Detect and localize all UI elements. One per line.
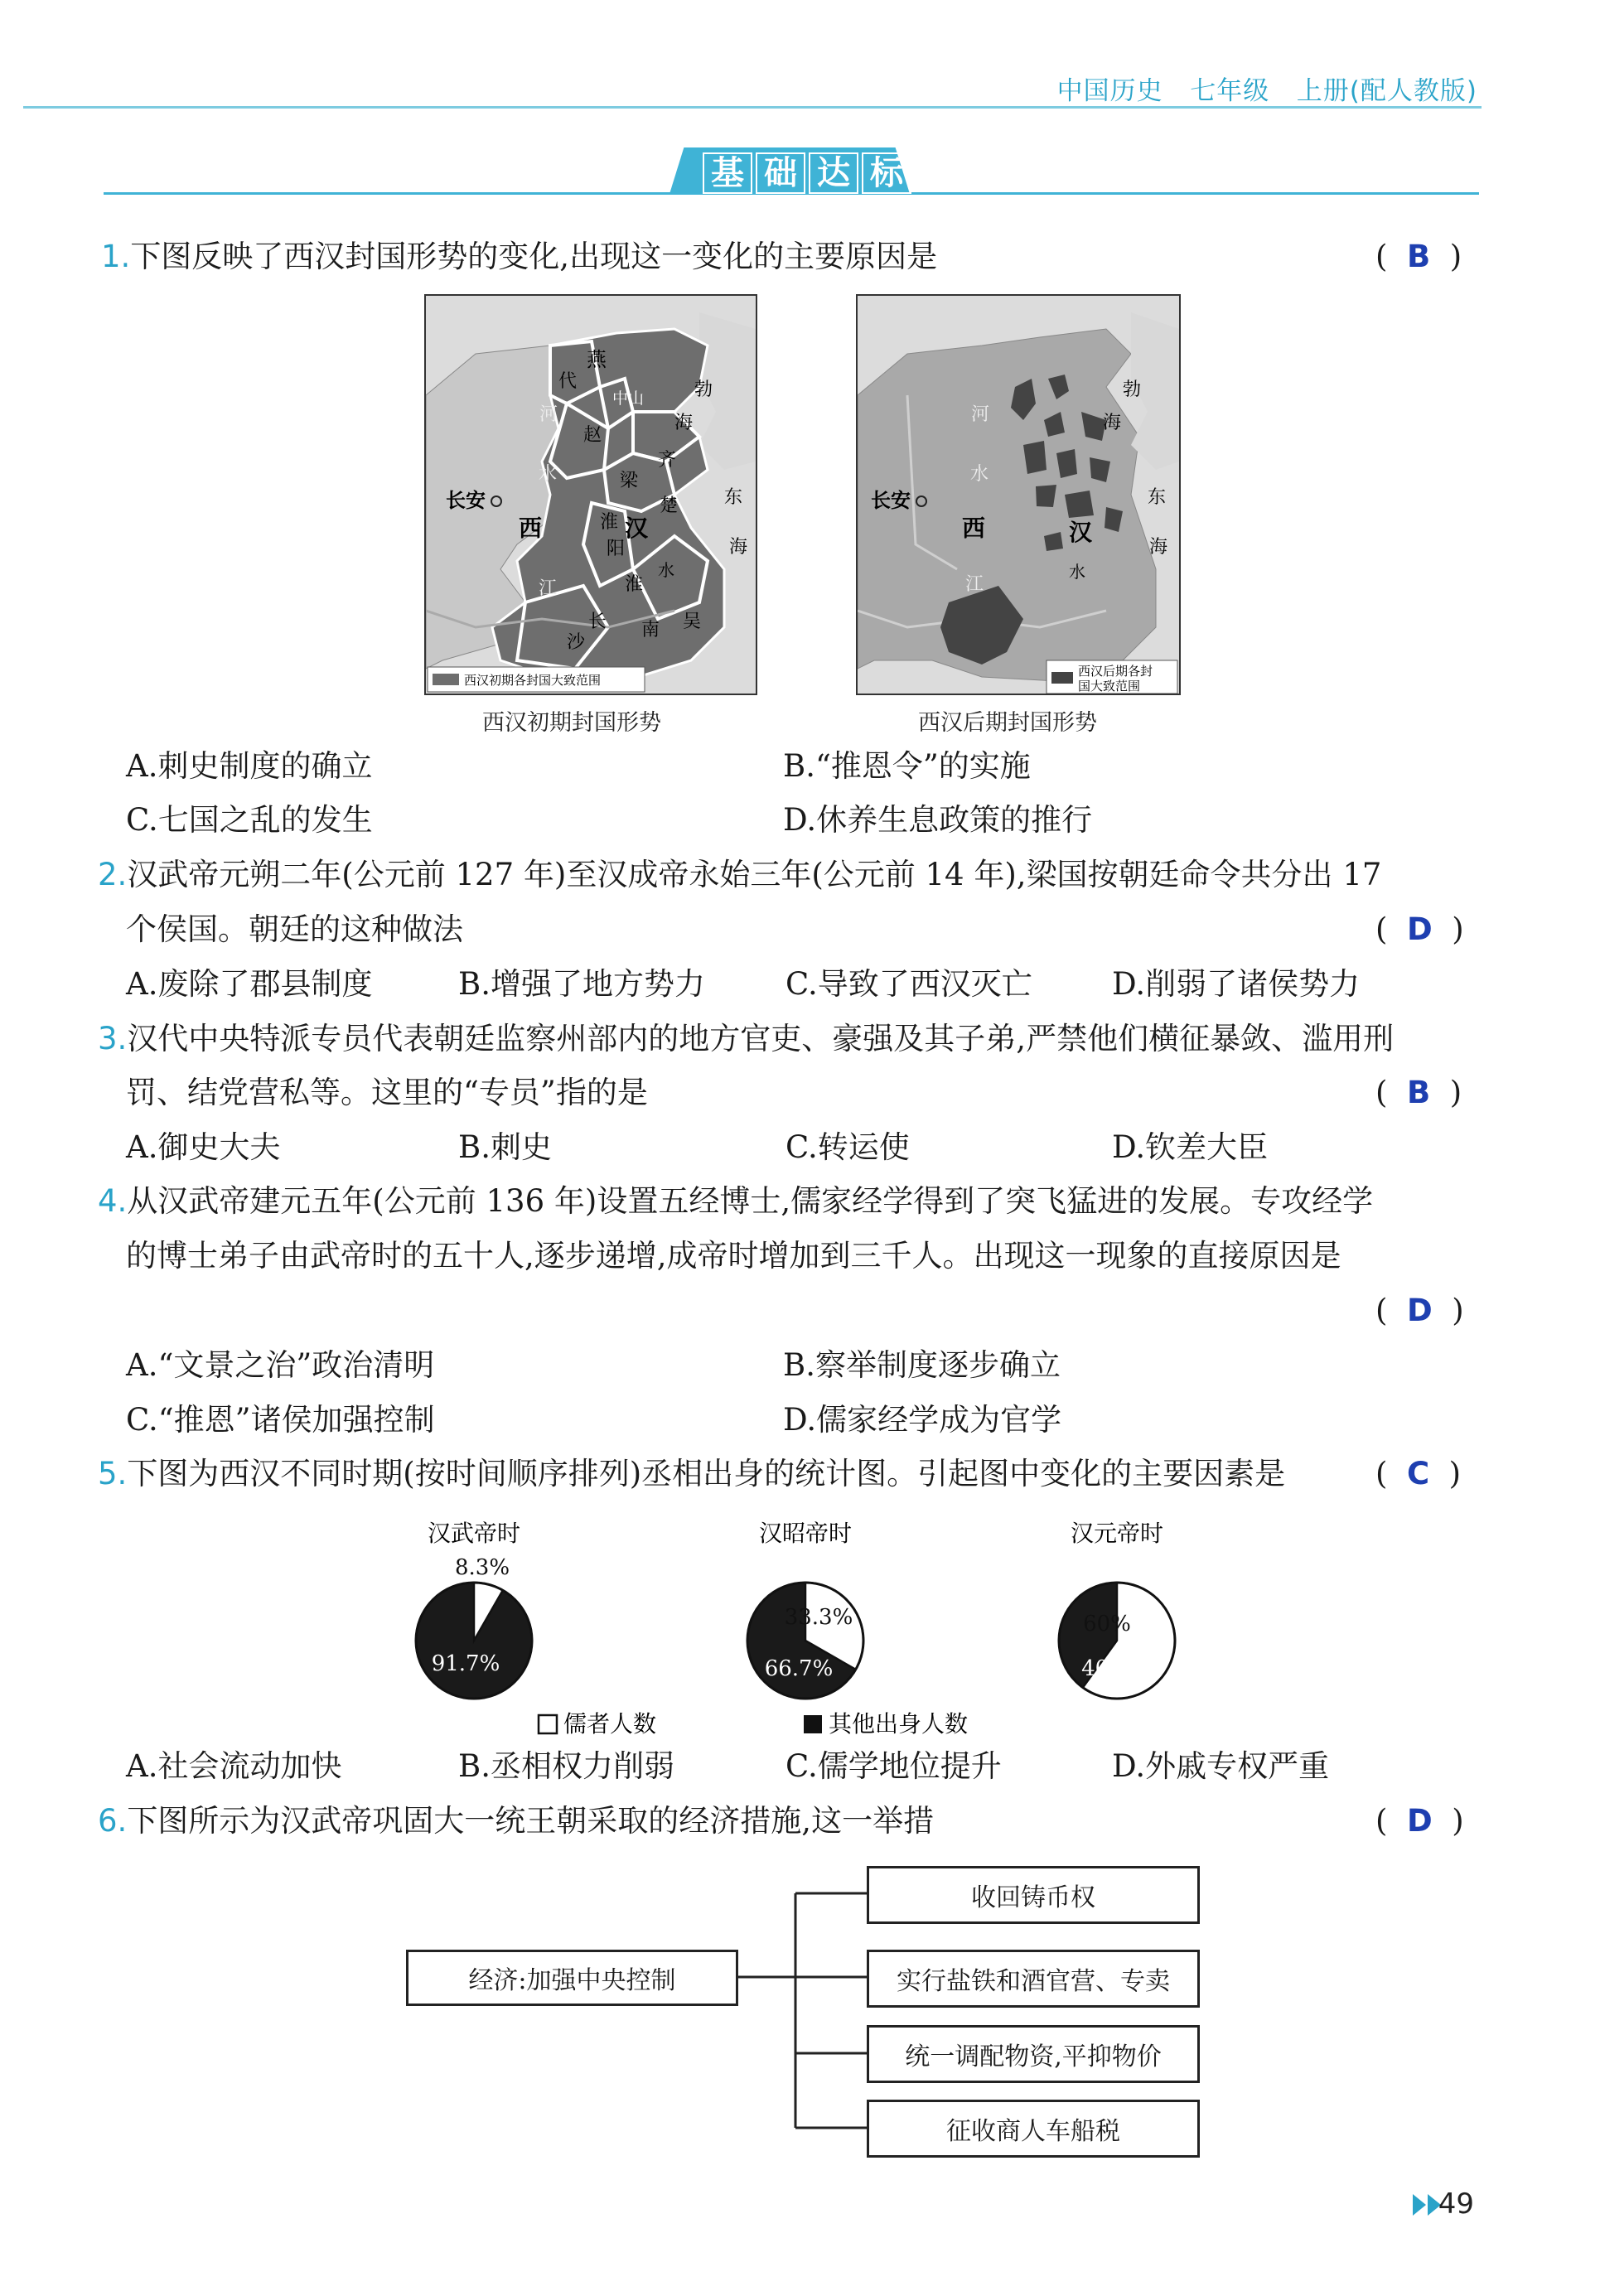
q4-option-b: B.察举制度逐步确立 (783, 1347, 1061, 1383)
pie-title-1: 汉武帝时 (427, 1520, 521, 1547)
flowchart-branch-2: 实行盐铁和酒官营、专卖 (867, 1950, 1200, 2008)
q1-option-b: B.“推恩令”的实施 (783, 748, 1031, 784)
map1-label-han: 汉 (625, 515, 649, 542)
q6-number: 6. (98, 1803, 128, 1839)
pie-label-ru-1: 8.3% (454, 1555, 510, 1580)
header-subject: 中国历史 (1056, 76, 1163, 106)
flowchart-branch-4: 征收商人车船税 (867, 2100, 1200, 2158)
q5-number: 5. (98, 1456, 128, 1491)
q4-stem-line2: 的博士弟子由武帝时的五十人,逐步递增,成帝时增加到三千人。出现这一现象的直接原因是 (126, 1238, 1341, 1274)
legend-label-other: 其他出身人数 (829, 1710, 969, 1738)
map1-label-liang: 梁 (620, 471, 639, 491)
map1-label-shui2: 水 (658, 560, 674, 580)
q5-option-d: D.外戚专权严重 (1112, 1748, 1330, 1784)
map-early-caption: 西汉初期封国形势 (482, 710, 661, 736)
pie-label-ru-3: 60% (1083, 1612, 1131, 1636)
q1-answer-box: ( B ) (1375, 239, 1462, 274)
map2-label-xi: 西 (962, 515, 986, 542)
q2-option-b: B.增强了地方势力 (458, 966, 705, 1002)
pie-label-other-1: 91.7% (431, 1651, 500, 1676)
map2-label-shui2: 水 (1069, 562, 1085, 582)
q1-option-c: C.七国之乱的发生 (126, 802, 373, 838)
map1-label-chu: 楚 (660, 495, 679, 516)
q3-answer: B (1406, 1075, 1431, 1110)
map2-label-hai: 海 (1103, 413, 1122, 433)
banner-char-4: 标 (862, 152, 911, 194)
map1-label-dong: 东 (724, 487, 743, 508)
map2-label-han: 汉 (1069, 519, 1093, 546)
map1-label-chang: 长 (588, 611, 607, 632)
q2-answer: D (1406, 911, 1433, 947)
map1-legend: 西汉初期各封国大致范围 (464, 673, 602, 688)
pie-title-3: 汉元帝时 (1070, 1520, 1164, 1547)
map1-label-huai2: 淮 (625, 574, 644, 595)
q1-text: 下图反映了西汉封国形势的变化,出现这一变化的主要原因是 (130, 239, 938, 274)
pie-title-2: 汉昭帝时 (758, 1520, 853, 1547)
pie-label-ru-2: 33.3% (784, 1605, 853, 1630)
q4-option-c: C.“推恩”诸侯加强控制 (126, 1402, 435, 1438)
q3-text-1: 汉代中央特派专员代表朝廷监察州部内的地方官吏、豪强及其子弟,严禁他们横征暴敛、滥用刑 (127, 1021, 1395, 1056)
q3-option-b: B.刺史 (458, 1129, 552, 1165)
map2-legend-line1: 西汉后期各封 (1078, 664, 1153, 679)
q2-text-1: 汉武帝元朔二年(公元前 127 年)至汉成帝永始三年(公元前 14 年),梁国按朝廷命令共分出 17 (127, 857, 1382, 892)
map1-label-nan: 南 (641, 620, 660, 640)
q1-option-a: A.刺史制度的确立 (126, 748, 373, 784)
map2-label-hai2: 海 (1149, 537, 1168, 558)
map2-label-he: 河 (971, 404, 990, 425)
map1-label-huaiyang: 淮 (600, 512, 619, 533)
q2-number: 2. (98, 857, 128, 892)
map1-label-hai2: 海 (729, 537, 748, 558)
map1-label-bo: 勃 (694, 379, 713, 400)
q3-option-d: D.钦差大臣 (1112, 1129, 1269, 1165)
map1-label-qi: 齐 (658, 450, 677, 471)
map1-label-xi: 西 (519, 515, 543, 542)
map2-label-bo: 勃 (1123, 379, 1142, 400)
q3-answer-box: ( B ) (1375, 1075, 1462, 1110)
q3-option-c: C.转运使 (785, 1129, 910, 1165)
map2-label-dong: 东 (1148, 487, 1167, 508)
q1-answer: B (1406, 239, 1431, 274)
q3-number: 3. (98, 1021, 128, 1056)
map1-label-zhao: 赵 (583, 425, 602, 446)
map1-label-jiang: 江 (539, 578, 558, 599)
q6-text: 下图所示为汉武帝巩固大一统王朝采取的经济措施,这一举措 (127, 1803, 935, 1839)
q2-option-d: D.削弱了诸侯势力 (1112, 966, 1361, 1002)
q5-answer-box: ( C ) (1375, 1456, 1462, 1491)
map1-label-yang: 阳 (607, 539, 626, 559)
map1-label-shui: 水 (539, 464, 558, 485)
q1-number: 1. (101, 239, 131, 274)
q2-stem-line2: 个侯国。朝廷的这种做法 (126, 911, 463, 947)
map-late-caption: 西汉后期封国形势 (918, 710, 1097, 736)
page-number: 49 (1438, 2187, 1474, 2221)
pie-label-other-3: 40% (1081, 1656, 1129, 1681)
map2-label-jiang: 江 (965, 574, 984, 595)
q5-answer: C (1406, 1456, 1430, 1491)
q3-option-a: A.御史大夫 (126, 1129, 281, 1165)
map1-label-changan: 长安 (446, 488, 486, 512)
legend-label-ru: 儒者人数 (563, 1710, 657, 1738)
banner-char-2: 础 (756, 152, 805, 194)
q3-stem-line2: 罚、结党营私等。这里的“专员”指的是 (126, 1075, 648, 1110)
q4-text-1: 从汉武帝建元五年(公元前 136 年)设置五经博士,儒家经学得到了突飞猛进的发展。专攻经学 (127, 1183, 1374, 1219)
flowchart-root: 经济:加强中央控制 (406, 1950, 738, 2006)
map2-legend-line2: 国大致范围 (1078, 679, 1141, 694)
map2-label-shui: 水 (970, 464, 989, 485)
flowchart-branch-1: 收回铸币权 (867, 1866, 1200, 1924)
banner-char-1: 基 (703, 152, 752, 194)
q2-answer-box: ( D ) (1375, 911, 1464, 947)
q4-option-a: A.“文景之治”政治清明 (126, 1347, 435, 1383)
q2-option-c: C.导致了西汉灭亡 (785, 966, 1032, 1002)
q4-option-d: D.儒家经学成为官学 (783, 1402, 1062, 1438)
q4-answer-box: ( D ) (1375, 1293, 1464, 1328)
q4-number: 4. (98, 1183, 128, 1219)
map1-label-dai: 代 (558, 371, 578, 392)
q4-answer: D (1406, 1293, 1433, 1328)
q6-answer: D (1406, 1803, 1433, 1839)
q5-option-c: C.儒学地位提升 (785, 1748, 1002, 1784)
flowchart-branch-3: 统一调配物资,平抑物价 (867, 2025, 1200, 2083)
q6-answer-box: ( D ) (1375, 1803, 1464, 1839)
header-volume: 上册(配人教版) (1296, 76, 1477, 106)
map1-label-he: 河 (539, 404, 558, 425)
map1-label-sha: 沙 (567, 632, 586, 653)
map1-label-wu: 吴 (683, 611, 702, 632)
map1-label-hai: 海 (674, 413, 694, 433)
header-grade: 七年级 (1190, 76, 1270, 106)
q5-text: 下图为西汉不同时期(按时间顺序排列)丞相出身的统计图。引起图中变化的主要因素是 (127, 1456, 1286, 1491)
map2-label-changan: 长安 (871, 488, 911, 512)
pie-label-other-2: 66.7% (764, 1656, 834, 1681)
map1-label-zhongshan: 中山 (612, 389, 645, 408)
q5-option-b: B.丞相权力削弱 (458, 1748, 674, 1784)
map1-label-yan: 燕 (587, 348, 607, 371)
banner-char-3: 达 (809, 152, 858, 194)
q5-option-a: A.社会流动加快 (126, 1748, 342, 1784)
q1-option-d: D.休养生息政策的推行 (783, 802, 1093, 838)
q2-option-a: A.废除了郡县制度 (126, 966, 373, 1002)
